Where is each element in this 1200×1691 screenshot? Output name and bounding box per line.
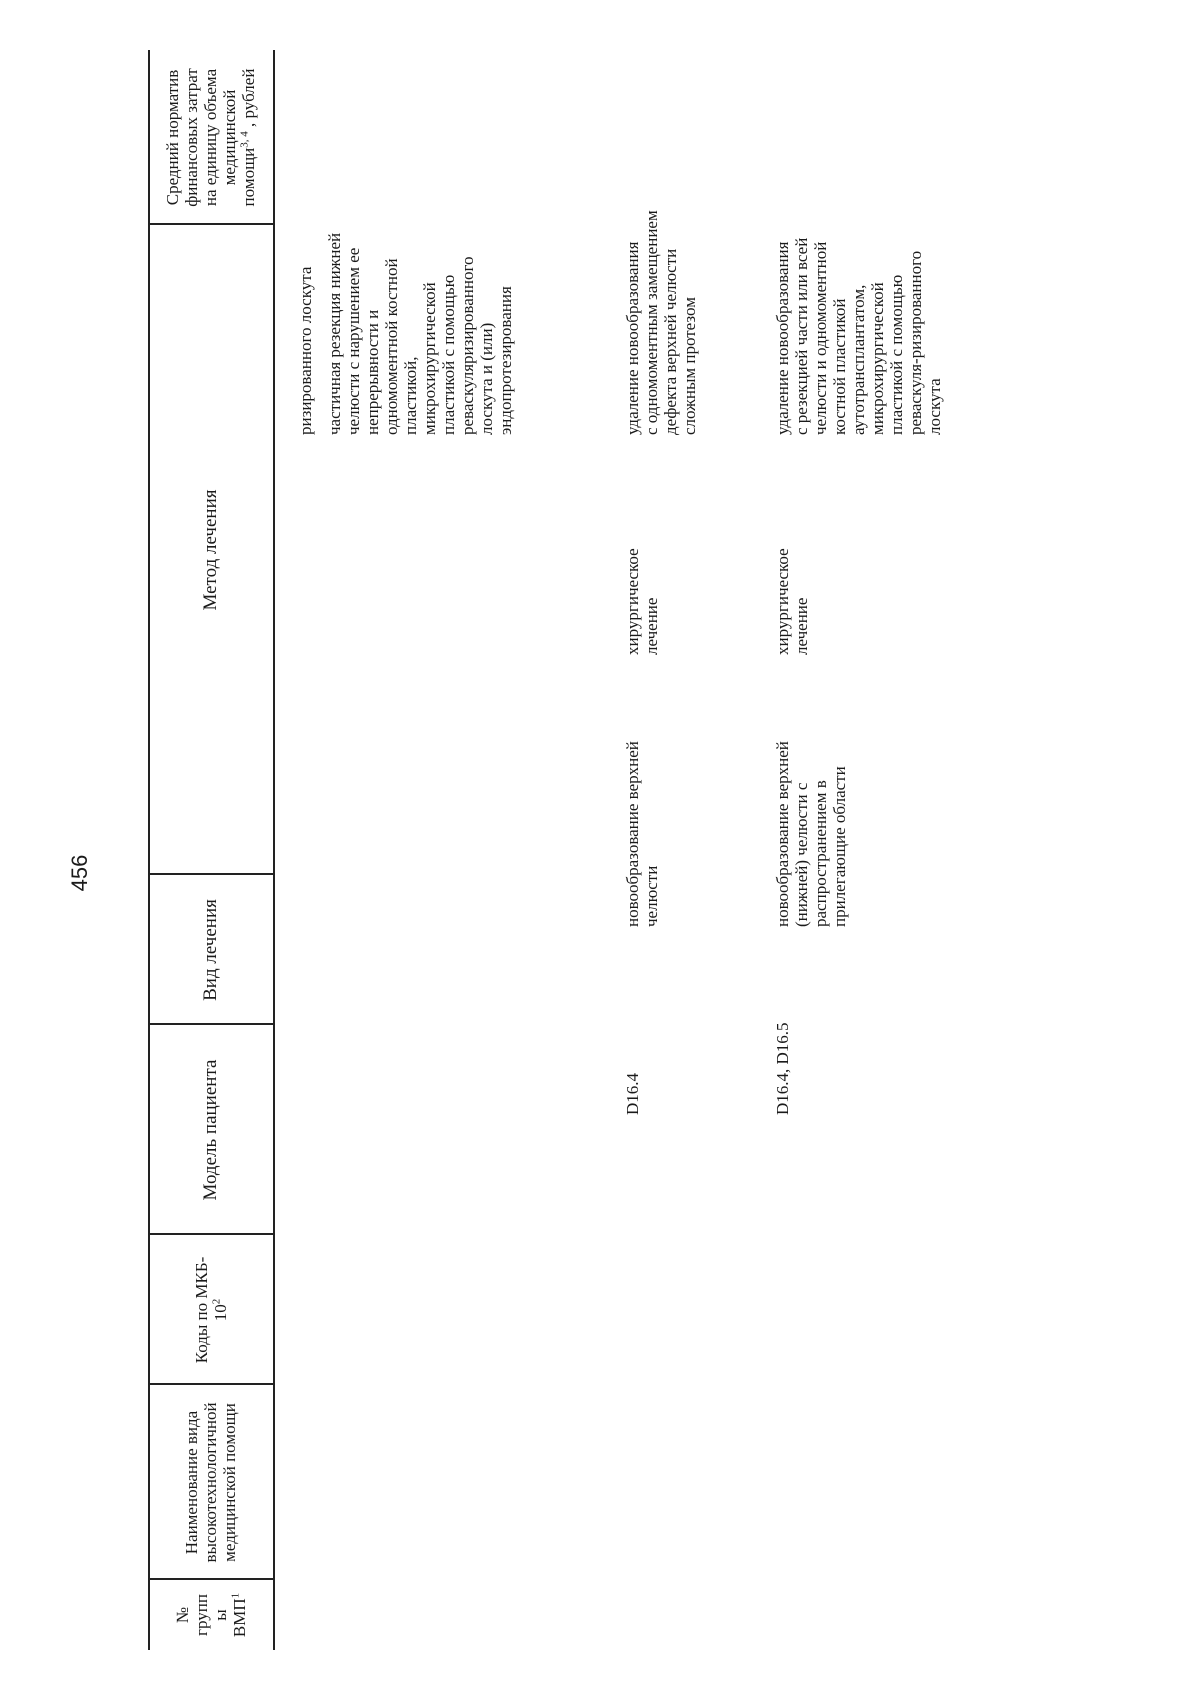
row1-treatment-method: удаление новообразования с одномоментным замещением дефекта верхней челюсти сложным протезом [623, 210, 699, 435]
row1-icd-code: D16.4 [623, 1072, 642, 1115]
row1-treatment-type: хирургическое лечение [623, 548, 661, 655]
row1-patient-model: новообразование верхней челюсти [623, 741, 661, 927]
row2-treatment-type: хирургическое лечение [773, 548, 811, 655]
header-patient-model: Модель пациента [200, 1059, 221, 1201]
rotated-table [148, 50, 1200, 1650]
header-icd-codes: Коды по МКБ- $10^2$ [191, 1256, 230, 1364]
row2-patient-model: новообразование верхней (нижней) челюсти с распространением в прилегающие области [773, 741, 849, 927]
header-group-number: № групп ы ВМП$^1$ [172, 1592, 249, 1638]
row2-icd-code: D16.4, D16.5 [773, 1022, 792, 1115]
header-bottom-rule [273, 50, 275, 1650]
page-number: 456 [67, 854, 92, 892]
header-treatment-type: Вид лечения [200, 899, 221, 1001]
header-cost-norm: Средний норматив финансовых затрат на единицу объема медицинской помощи$^{3, 4}$ , рублей [163, 68, 258, 207]
row2-treatment-method: удаление новообразования с резекцией части или всей челюсти и одномоментной костной пластикой аутотрансплантатом, микрохирургической пластикой с помощью реваскуля-ризированного лоскута [773, 237, 944, 435]
header-vmp-name: Наименование вида высокотехнологичной медицинской помощи [182, 1402, 239, 1563]
header-treatment-method: Метод лечения [200, 489, 221, 611]
continuation-method: ризированного лоскута частичная резекция нижней челюсти с нарушением ее непрерывности и одномоментной костной пластикой, микрохирургической пластикой с помощью реваскуляризированного лоскута и (или) эндопротезирования [296, 232, 515, 435]
